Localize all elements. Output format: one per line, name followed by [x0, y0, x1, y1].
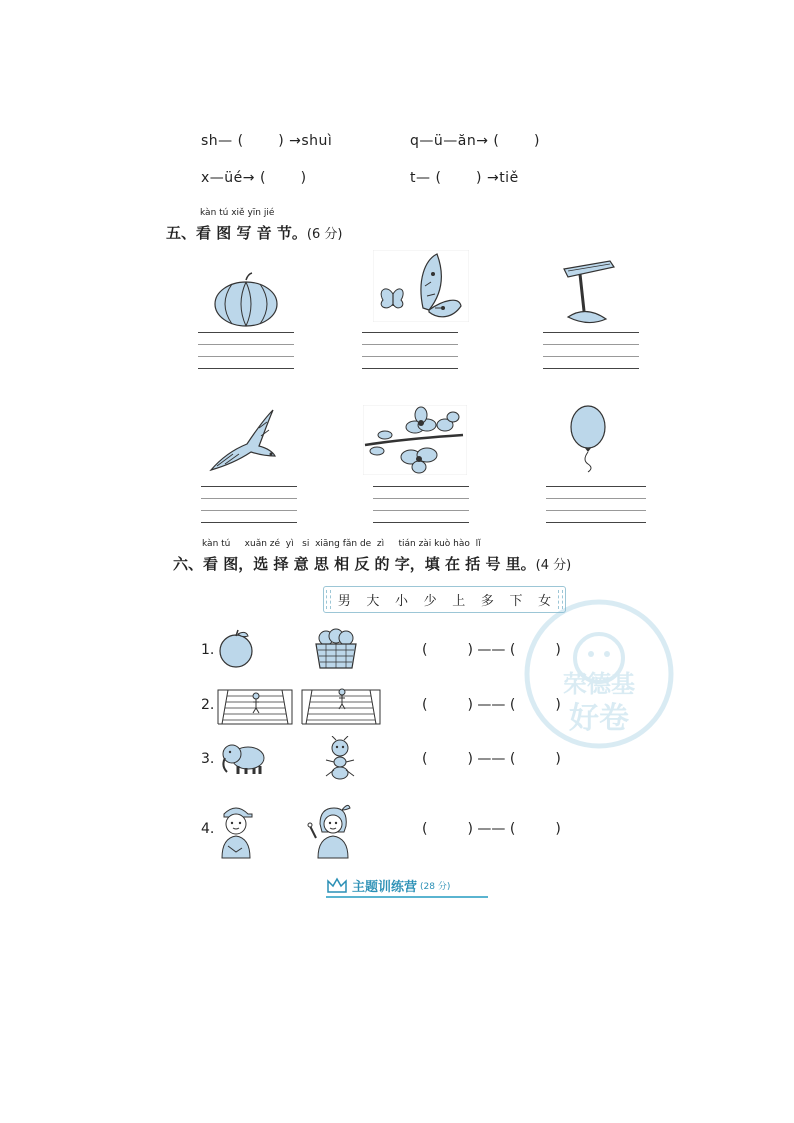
section5-score: (6 分) — [306, 227, 343, 242]
theme-training-banner — [326, 874, 488, 898]
spelling-row1-right: q—ü—ăn→ ( ) — [410, 133, 540, 149]
desk-lamp-illustration — [560, 255, 620, 327]
word-5: 多 — [480, 594, 494, 609]
answer-lines-blossom[interactable] — [373, 486, 469, 524]
banner-score: (28 分) — [420, 881, 451, 892]
answer-lines-balloon[interactable] — [546, 486, 646, 524]
word-7: 女 — [538, 594, 552, 609]
section5-title: kàn tú xiě yīn jié 五、看 图 写 音 节。(6 分) — [166, 208, 343, 242]
girl-icon — [306, 802, 354, 860]
spelling-row2-right: t— ( ) →tiě — [410, 170, 519, 186]
answer-lines-pumpkin[interactable] — [198, 332, 294, 370]
peach-blossom-illustration — [363, 405, 467, 475]
apple-icon — [216, 628, 256, 668]
spelling-row1-left: sh— ( ) →shuì — [201, 133, 333, 149]
word-3: 少 — [423, 594, 437, 609]
answer-lines-eagle[interactable] — [201, 486, 297, 524]
answer-lines-butterfly[interactable] — [362, 332, 458, 370]
banner-title: 主题训练营 — [352, 879, 418, 895]
stairs-going-up-icon — [300, 686, 382, 726]
section6-title: kàn tú xuǎn zé yì si xiāng fǎn de zì tián zài kuò hào lǐ 六、看 图，选 择 意 思 相 反 的 字，填 在 括 号 里。(4 分) — [173, 539, 572, 573]
section5-pinyin: kàn tú xiě yīn jié — [200, 208, 275, 218]
stairs-going-down-icon — [216, 686, 294, 726]
spelling-row2-left: x—üé→ ( ) — [201, 170, 307, 186]
ant-icon — [322, 736, 358, 780]
word-0: 男 — [337, 594, 351, 609]
butterfly-illustration — [373, 250, 469, 322]
eagle-illustration — [203, 404, 279, 476]
word-6: 下 — [509, 594, 523, 609]
item-4-answer-blanks[interactable]: ( ) —— ( ) — [422, 821, 561, 837]
item-2-answer-blanks[interactable]: ( ) —— ( ) — [422, 697, 561, 713]
item-1-number: 1. — [201, 642, 215, 658]
watermark-text-bottom: 好卷 — [569, 701, 629, 736]
word-2: 小 — [395, 594, 409, 609]
answer-lines-lamp[interactable] — [543, 332, 639, 370]
elephant-icon — [220, 740, 268, 776]
word-1: 大 — [366, 594, 380, 609]
section6-score: (4 分) — [535, 558, 572, 573]
section6-pinyin: kàn tú xuǎn zé yì si xiāng fǎn de zì tián zài kuò hào lǐ — [202, 539, 481, 549]
apple-basket-icon — [314, 628, 358, 670]
item-4-number: 4. — [201, 821, 215, 837]
crown-icon — [326, 876, 348, 894]
balloon-illustration — [568, 405, 608, 473]
item-2-number: 2. — [201, 697, 215, 713]
watermark-stamp — [523, 598, 675, 750]
watermark-text-top: 荣德基 — [563, 670, 635, 698]
item-3-answer-blanks[interactable]: ( ) —— ( ) — [422, 751, 561, 767]
item-3-number: 3. — [201, 751, 215, 767]
boy-icon — [216, 802, 256, 860]
pumpkin-illustration — [212, 272, 280, 328]
item-1-answer-blanks[interactable]: ( ) —— ( ) — [422, 642, 561, 658]
word-4: 上 — [452, 594, 466, 609]
